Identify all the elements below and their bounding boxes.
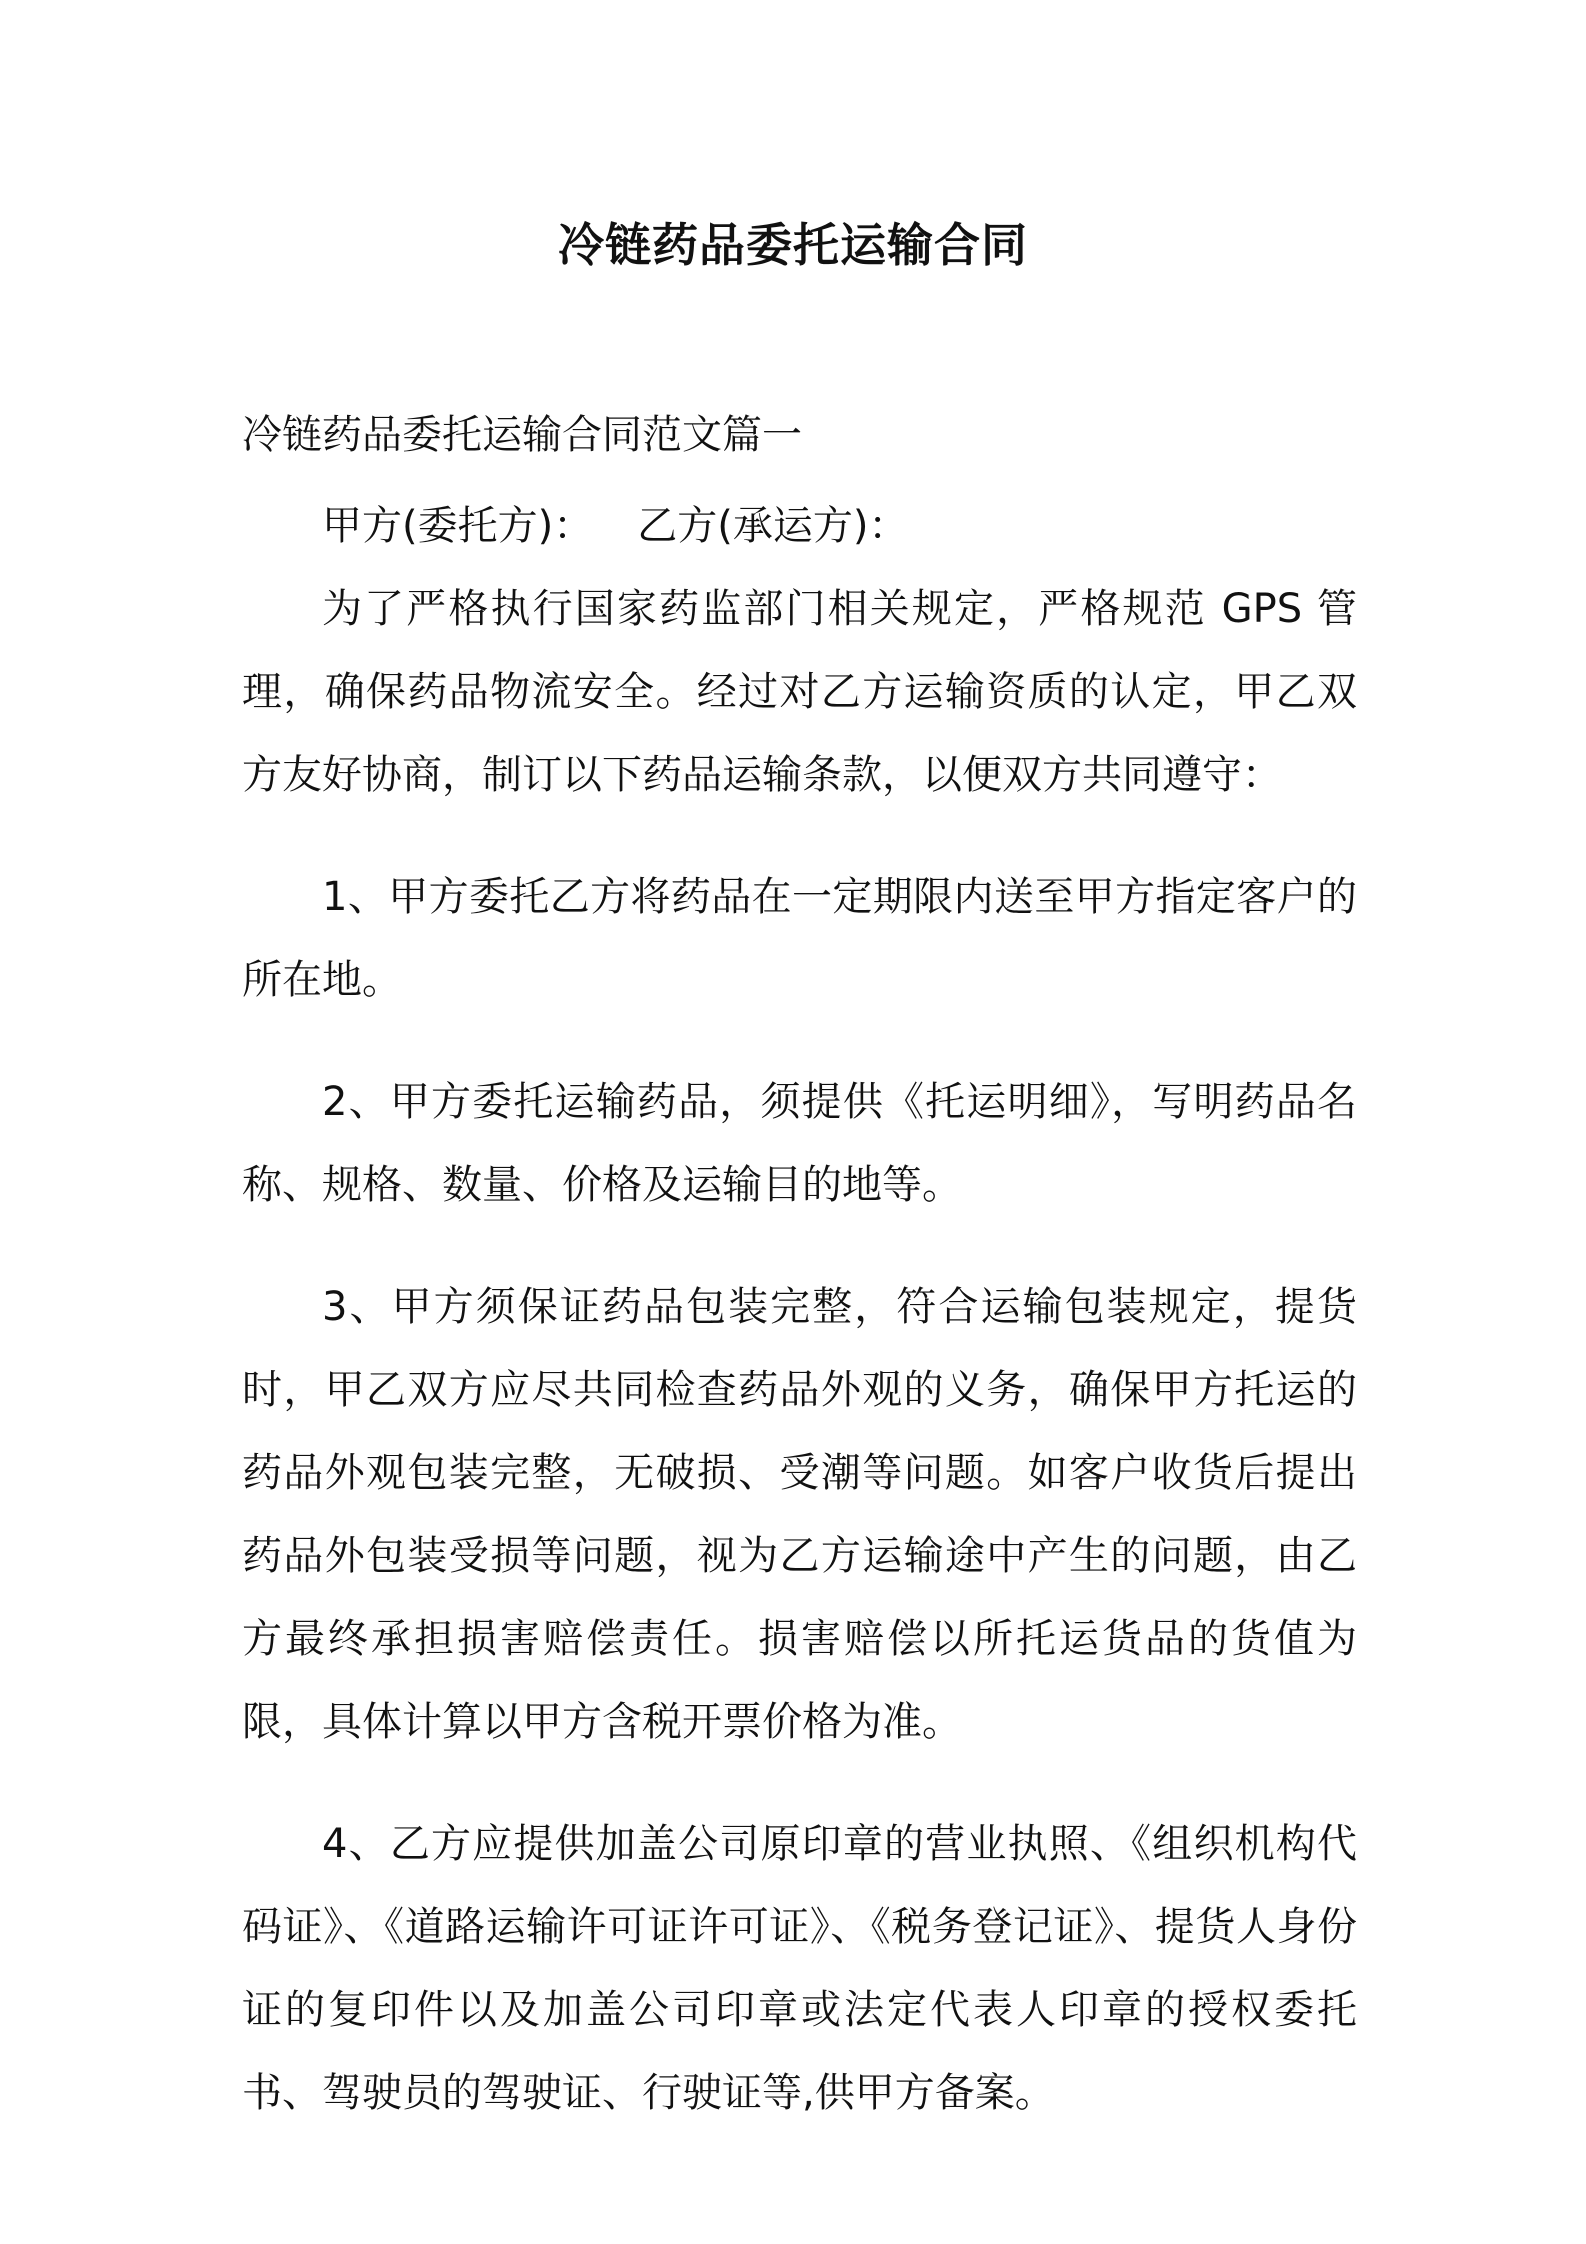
parties-line — [242, 485, 1357, 568]
paragraph-clause-1: 1、甲方委托乙方将药品在一定期限内送至甲方指定客户的所在地。 — [242, 874, 1357, 1003]
paragraph-clause-4: 4、乙方应提供加盖公司原印章的营业执照、《组织机构代码证》、《道路运输许可证许可证》、《税务登记证》、提货人身份证的复印件以及加盖公司印章或法定代表人印章的授权委托书、驾驶员的驾驶证、行驶证等,供甲方备案。 — [242, 1821, 1357, 2116]
paragraph-intro: 为了严格执行国家药监部门相关规定，严格规范 GPS 管理，确保药品物流安全。经过对乙方运输资质的认定，甲乙双方友好协商，制订以下药品运输条款，以便双方共同遵守： — [242, 586, 1357, 798]
section-heading: 冷链药品委托运输合同范文篇一 — [242, 412, 802, 458]
paragraph-clause-3: 3、甲方须保证药品包装完整，符合运输包装规定，提货时，甲乙双方应尽共同检查药品外观的义务，确保甲方托运的药品外观包装完整，无破损、受潮等问题。如客户收货后提出药品外包装受损等问题，视为乙方运输途中产生的问题，由乙方最终承担损害赔偿责任。损害赔偿以所托运货品的货值为限，具体计算以甲方含税开票价格为准。 — [242, 1284, 1357, 1745]
party-a-label: 甲方(委托方)： — [322, 503, 594, 549]
document-title: 冷链药品委托运输合同 — [558, 218, 1028, 272]
paragraph-clause-2: 2、甲方委托运输药品，须提供《托运明细》，写明药品名称、规格、数量、价格及运输目的地等。 — [242, 1079, 1357, 1208]
party-b-label: 乙方(承运方)： — [637, 503, 909, 549]
document-body — [242, 485, 1357, 2174]
